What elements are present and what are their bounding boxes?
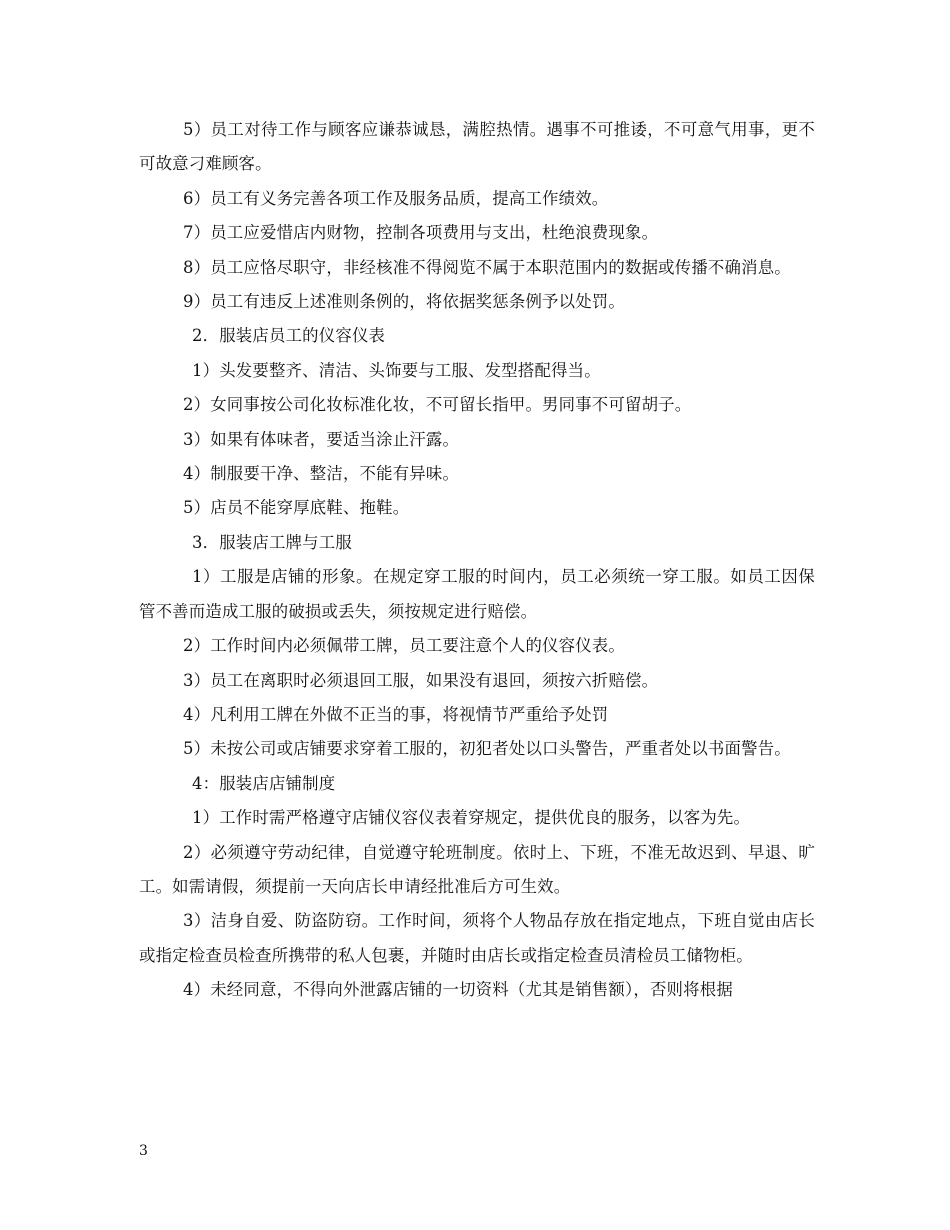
paragraph: 7）员工应爱惜店内财物，控制各项费用与支出，杜绝浪费现象。 [183,223,659,243]
page-number: 3 [139,1143,148,1159]
section-heading: 4：服装店店铺制度 [192,773,336,793]
paragraph: 3）如果有体味者，要适当涂止汗露。 [183,429,460,449]
paragraph: 8）员工应恪尽职守，非经核准不得阅览不属于本职范围内的数据或传播不确消息。 [183,257,791,277]
document-body [139,113,815,1008]
section-heading: 2．服装店员工的仪容仪表 [192,326,386,346]
paragraph: 9）员工有违反上述准则条例的，将依据奖惩条例予以处罚。 [183,292,625,312]
paragraph: 3）员工在离职时必须退回工服，如果没有退回，须按六折赔偿。 [183,670,659,690]
paragraph: 6）员工有义务完善各项工作及服务品质，提高工作绩效。 [183,188,609,208]
paragraph: 3）洁身自爱、防盗防窃。工作时间，须将个人物品存放在指定地点，下班自觉由店长或指定检查员检查所携带的私人包裹，并随时由店长或指定检查员清检员工储物柜。 [139,911,815,965]
paragraph: 4）制服要干净、整洁，不能有异味。 [183,464,460,484]
paragraph: 2）工作时间内必须佩带工牌，员工要注意个人的仪容仪表。 [183,636,625,656]
paragraph: 5）员工对待工作与顾客应谦恭诚恳，满腔热情。遇事不可推诿，不可意气用事，更不可故意刁难顾客。 [139,120,815,174]
paragraph: 4）凡利用工牌在外做不正当的事，将视情节严重给予处罚 [183,704,609,724]
section-heading: 3．服装店工牌与工服 [192,532,352,552]
paragraph: 1）头发要整齐、清洁、头饰要与工服、发型搭配得当。 [192,360,601,380]
paragraph: 2）女同事按公司化妆标准化妆，不可留长指甲。男同事不可留胡子。 [183,395,692,415]
paragraph: 5）未按公司或店铺要求穿着工服的，初犯者处以口头警告，严重者处以书面警告。 [183,739,791,759]
paragraph: 4）未经同意，不得向外泄露店铺的一切资料（尤其是销售额），否则将根据 [183,980,733,1000]
paragraph: 5）店员不能穿厚底鞋、拖鞋。 [183,498,410,518]
paragraph: 1）工服是店铺的形象。在规定穿工服的时间内，员工必须统一穿工服。如员工因保管不善而造成工服的破损或丢失，须按规定进行赔偿。 [139,567,815,621]
paragraph: 1）工作时需严格遵守店铺仪容仪表着穿规定，提供优良的服务，以客为先。 [192,808,751,828]
paragraph: 2）必须遵守劳动纪律，自觉遵守轮班制度。依时上、下班，不准无故迟到、早退、旷工。如需请假，须提前一天向店长申请经批准后方可生效。 [139,842,815,896]
